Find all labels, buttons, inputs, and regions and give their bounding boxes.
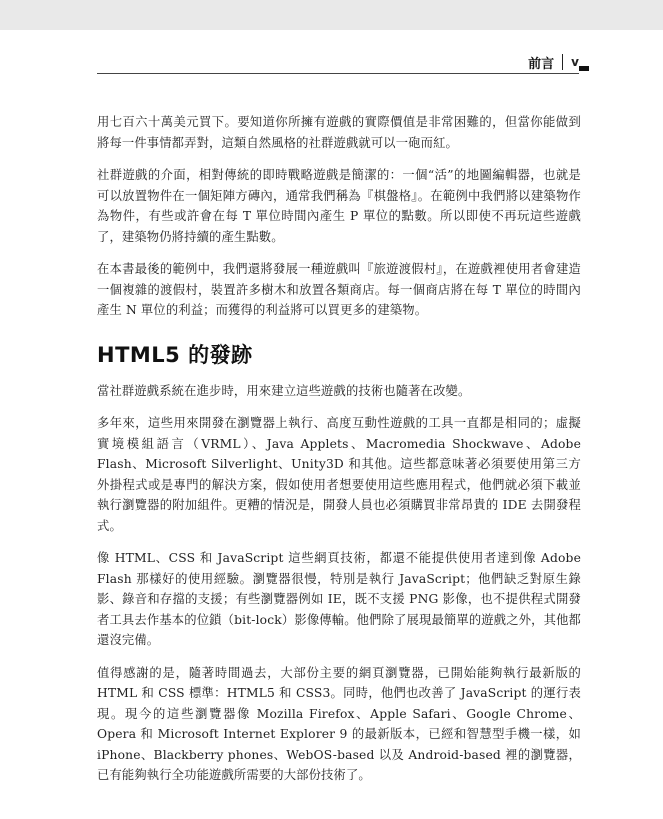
paragraph: 用七百六十萬美元買下。要知道你所擁有遊戲的實際價值是非常困難的，但當你能做到將每一件事情都弄對，這類自然風格的社群遊戲就可以一砲而紅。 <box>97 115 581 150</box>
section-heading: HTML5 的發跡 <box>97 342 253 367</box>
chapter-title: 前言 <box>528 56 555 72</box>
header-separator <box>562 54 563 70</box>
paragraph: 在本書最後的範例中，我們還將發展一種遊戲叫『旅遊渡假村』，在遊戲裡使用者會建造一個複雜的渡假村，裝置許多樹木和放置各類商店。每一個商店將在每 T 單位的時間內產生 N 單位的利益；而獲得的利益將可以買更多的建築物。 <box>97 262 581 317</box>
top-margin-band <box>0 0 663 30</box>
page-marker <box>579 66 589 71</box>
paragraph: 當社群遊戲系統在進步時，用來建立這些遊戲的技術也隨著在改變。 <box>97 383 471 398</box>
paragraph: 社群遊戲的介面，相對傳統的即時戰略遊戲是簡潔的：一個“活”的地圖編輯器，也就是可以放置物件在一個矩陣方磚內，通常我們稱為『棋盤格』。在範例中我們將以建築物作為物件，有些或許會在每 T 單位時間內產生 P 單位的點數。所以即使不再玩這些遊戲了，建築物仍將持續的產生點數。 <box>97 168 581 244</box>
page-number: v <box>571 55 579 69</box>
paragraph: 像 HTML、CSS 和 JavaScript 這些網頁技術，都還不能提供使用者達到像 Adobe Flash 那樣好的使用經驗。瀏覽器很慢，特別是執行 JavaScript；他們缺乏對原生錄影、錄音和存擋的支援；有些瀏覽器例如 IE，既不支援 PNG 影像，也不提供程式開發者工具去作基本的位鎖（bit-lock）影像傳輸。他們除了展現最簡單的遊戲之外，其他都還沒完備。 <box>97 551 581 647</box>
header-rule <box>97 73 579 74</box>
paragraph: 多年來，這些用來開發在瀏覽器上執行、高度互動性遊戲的工具一直都是相同的；虛擬實境模組語言（VRML）、Java Applets、Macromedia Shockwave、Adobe Flash、Microsoft Silverlight、Unity3D 和其他。這些都意味著必須要使用第三方外掛程式或是專門的解決方案，假如使用者想要使用這些應用程式，他們就必須下載並執行瀏覽器的附加組件。更糟的情況是，開發人員也必須購買非常昂貴的 IDE 去開發程式。 <box>97 416 581 533</box>
paragraph: 值得感謝的是，隨著時間過去，大部份主要的網頁瀏覽器，已開始能夠執行最新版的 HTML 和 CSS 標準：HTML5 和 CSS3。同時，他們也改善了 JavaScript 的運行表現。現今的這些瀏覽器像 Mozilla Firefox、Apple Safari、Google Chrome、Opera 和 Microsoft Internet Explorer 9 的最新版本，已經和智慧型手機一樣，如 iPhone、Blackberry phones、WebOS-based 以及 Android-based 裡的瀏覽器，已有能夠執行全功能遊戲所需要的大部份技術了。 <box>97 665 581 782</box>
page-body <box>97 112 581 798</box>
running-header <box>528 52 579 72</box>
